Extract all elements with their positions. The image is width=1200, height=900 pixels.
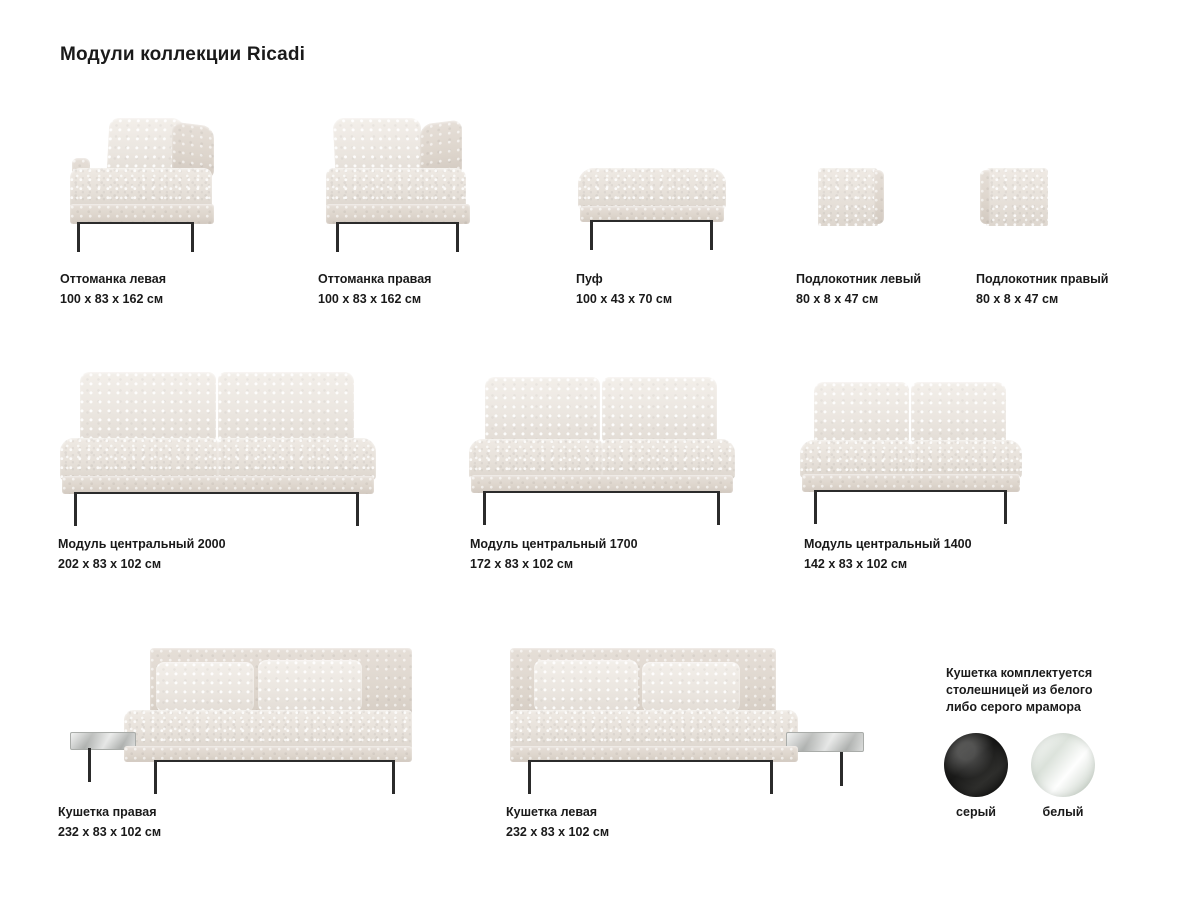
page-title: Модули коллекции Ricadi xyxy=(60,44,306,65)
figure-center-module-1400 xyxy=(790,380,1040,540)
swatch-grey-label: серый xyxy=(956,805,996,819)
center1400-leg-right xyxy=(1004,490,1007,524)
daybed-left-leg-left xyxy=(528,760,531,794)
center1400-back-cushion-left xyxy=(814,382,909,442)
swatch-grey-circle[interactable] xyxy=(944,733,1008,797)
daybed-left-leg-mid xyxy=(770,760,773,794)
daybed-right-leg-left xyxy=(88,748,91,782)
center1700-seat-cushion-left xyxy=(469,439,602,479)
center1700-back-cushion-left xyxy=(485,377,600,441)
center1400-rail xyxy=(814,490,1007,492)
daybed-right-rail xyxy=(154,760,395,762)
figure-center-module-2000 xyxy=(40,370,380,540)
daybed-right-leg-right xyxy=(392,760,395,794)
label-armrest-left: Подлокотник левый 80 x 8 x 47 см xyxy=(796,272,922,306)
daybed-left-seat xyxy=(510,710,798,750)
armrest-left-panel xyxy=(818,168,878,226)
center2000-leg-left xyxy=(74,492,77,526)
figure-ottoman-left xyxy=(60,110,250,260)
marble-note: Кушетка комплектуется столешницей из белого либо серого мрамора xyxy=(946,666,1093,714)
label-center-module-1700: Модуль центральный 1700 172 x 83 x 102 см xyxy=(470,537,638,571)
ottoman-left-base xyxy=(70,204,214,224)
ottoman-right-rail xyxy=(336,222,459,224)
center2000-seat-cushion-right xyxy=(218,438,376,480)
label-center-module-2000: Модуль центральный 2000 202 x 83 x 102 см xyxy=(58,537,226,571)
pouf-leg-right xyxy=(710,220,713,250)
center1400-seat-cushion-right xyxy=(911,440,1022,478)
ottoman-left-leg-front-left xyxy=(77,222,80,252)
center1400-back-cushion-right xyxy=(911,382,1006,442)
figure-center-module-1700 xyxy=(455,375,745,540)
daybed-right-seat xyxy=(124,710,412,750)
armrest-right-edge xyxy=(980,170,990,224)
center1700-back-cushion-right xyxy=(602,377,717,441)
figure-armrest-left xyxy=(796,160,916,240)
swatch-grey[interactable] xyxy=(944,733,1008,833)
swatch-white[interactable] xyxy=(1031,733,1095,833)
pouf-leg-left xyxy=(590,220,593,250)
label-center-module-1400: Модуль центральный 1400 142 x 83 x 102 см xyxy=(804,537,972,571)
figure-pouf xyxy=(576,160,736,260)
daybed-left-cushion-2 xyxy=(642,662,740,712)
ottoman-right-base xyxy=(326,204,470,224)
daybed-left-cushion-1 xyxy=(534,660,638,712)
ottoman-left-seat-cushion xyxy=(70,168,212,208)
figure-ottoman-right xyxy=(318,110,508,260)
figure-armrest-right xyxy=(966,160,1086,240)
center2000-seat-cushion-left xyxy=(60,438,218,480)
center1700-seat-cushion-right xyxy=(602,439,735,479)
center2000-back-cushion-right xyxy=(218,372,354,440)
ottoman-right-seat-cushion xyxy=(326,168,466,208)
center1400-seat-cushion-left xyxy=(800,440,911,478)
center1700-leg-right xyxy=(717,491,720,525)
daybed-left-rail xyxy=(528,760,773,762)
center1400-leg-left xyxy=(814,490,817,524)
label-armrest-right: Подлокотник правый 80 x 8 x 47 см xyxy=(976,272,1109,306)
ottoman-right-leg-front-left xyxy=(336,222,339,252)
label-daybed-right: Кушетка правая 232 x 83 x 102 см xyxy=(58,805,162,839)
center2000-rail xyxy=(74,492,359,494)
label-ottoman-left: Оттоманка левая 100 x 83 x 162 см xyxy=(60,272,167,306)
ottoman-left-rail xyxy=(77,222,194,224)
label-daybed-left: Кушетка левая 232 x 83 x 102 см xyxy=(506,805,610,839)
pouf-rail xyxy=(590,220,713,222)
armrest-right-panel xyxy=(986,168,1048,226)
daybed-left-leg-right xyxy=(840,752,843,786)
ottoman-right-leg-front-right xyxy=(456,222,459,252)
pouf-seat xyxy=(578,168,726,210)
figure-daybed-right xyxy=(62,640,432,800)
label-pouf: Пуф 100 x 43 x 70 см xyxy=(576,272,673,306)
swatch-white-circle[interactable] xyxy=(1031,733,1095,797)
center1700-rail xyxy=(483,491,720,493)
ottoman-left-leg-front-right xyxy=(191,222,194,252)
center1700-leg-left xyxy=(483,491,486,525)
daybed-right-cushion-1 xyxy=(156,662,254,712)
center2000-leg-right xyxy=(356,492,359,526)
center2000-back-cushion-left xyxy=(80,372,216,440)
daybed-right-leg-mid xyxy=(154,760,157,794)
daybed-right-cushion-2 xyxy=(258,660,362,712)
armrest-left-edge xyxy=(874,170,884,224)
figure-daybed-left xyxy=(500,640,880,800)
label-ottoman-right: Оттоманка правая 100 x 83 x 162 см xyxy=(318,272,432,306)
swatch-white-label: белый xyxy=(1042,805,1084,819)
